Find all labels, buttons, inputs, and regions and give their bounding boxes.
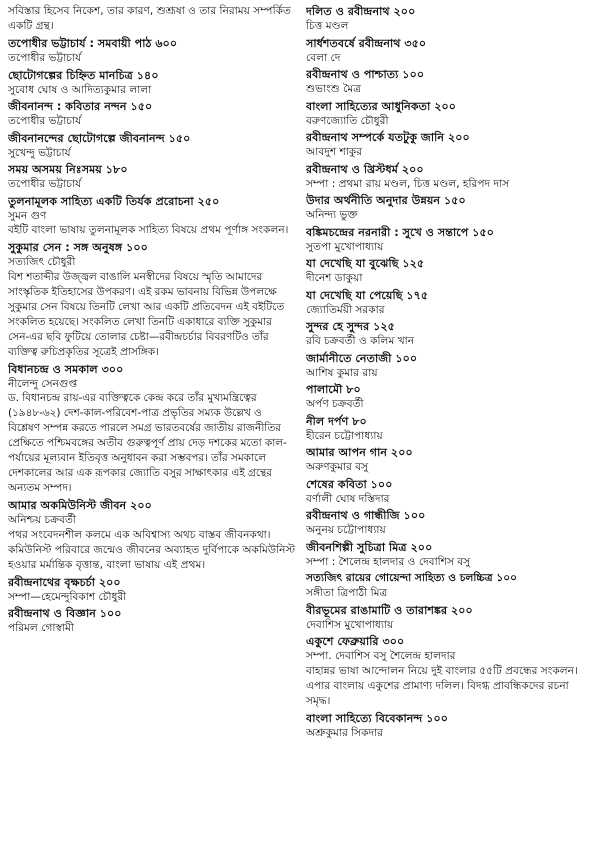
entry-title: রবীন্দ্রনাথ ও বিজ্ঞান ১০০ [8,607,122,620]
entry-title: শেষের কবিতা ১০০ [306,477,393,491]
catalog-entry [306,319,585,349]
entry-description: বিশ শতাব্দীর উজ্জ্বল বাঙালি মনস্বীদের বিষয়ে স্মৃতি আমাদের সাংস্কৃতিক ইতিহাসের উপকরণ। এই রকম ভাবনায় বিভিন্ন উপলক্ষে সুকুমার সেন বিষয়ে তিনটি লেখা আর একটি প্রতিবেদন এই বইটিতে সংকলিত হয়েছে। সংকলিত লেখা তিনটি একাধারে ব্যক্তি সুকুমার সেন-এর ছবি ফুটিয়ে তোলার চেষ্টা—রবীন্দ্রচর্চার বিবরণটিও তাঁর ব্যক্তিত্ব রুচিপ্রকৃতির সূত্রেই প্রাসঙ্গিক। [8,270,285,358]
entry-author: সুমন গুণ [8,209,47,222]
entry-description: পথর সংবেদনশীল কলমে এক অবিশ্বাস্য অথচ বাস্তব জীবনকথা। কমিউনিস্ট পরিবারে জন্মেও জীবনের অব্যাহত দুর্বিপাকে অকমিউনিস্ট হওয়ার মর্মান্তিক বৃত্তান্ত, বাংলা ভাষায় এই প্রথম। [8,528,296,571]
entry-author: আবদুশ শাকুর [306,146,363,158]
entry-title: রবীন্দ্রনাথ ও গান্ধীজি ১০০ [306,509,426,522]
entry-description: বইটি বাংলা ভাষায় তুলনামূলক সাহিত্য বিষয়ে প্রথম পূর্ণাঙ্গ সংকলন। [8,224,289,236]
catalog-entry [306,508,585,538]
catalog-entry [306,36,585,66]
catalog-entry [8,575,296,605]
entry-author: সম্পা : শৈলেন্দ্র হালদার ও দেবাশিস বসু [306,555,471,568]
catalog-entry [306,540,585,570]
catalog-entry [306,193,585,223]
catalog-right-column [306,4,585,865]
catalog-entry [306,130,585,160]
entry-title: রবীন্দ্রনাথ ও খ্রিস্টধর্ম ২০০ [306,162,424,176]
entry-author: সুবোধ ঘোষ ও আদিত্যকুমার লালা [8,83,152,96]
catalog-entry [306,571,585,601]
entry-title: তুলনামূলক সাহিত্য একটি তির্যক প্ররোচনা ২৫০ [8,194,220,208]
entry-author: সম্পা. দেবাশিস বসু শৈলেন্দ্র হালদার [306,650,456,662]
entry-author: পরিমল গোস্বামী [8,622,74,634]
entry-title: সার্ধশতবর্ষে রবীন্দ্রনাথ ৩৫০ [306,36,427,50]
catalog-entry [8,498,296,573]
entry-title: নীল দর্পণ ৮০ [306,414,367,428]
entry-title: তপোধীর ভট্টাচার্য : সমবায়ী পাঠ ৬০০ [8,37,178,50]
entry-author: জ্যোতির্ময়ী সরকার [306,303,385,316]
catalog-entry [8,606,296,636]
catalog-entry [8,99,296,129]
catalog-entry [8,162,296,192]
entry-title: রবীন্দ্রনাথ ও পাশ্চাত্য ১০০ [306,68,425,81]
entry-description: ড. বিধানচন্দ্র রায়-এর ব্যক্তিত্বকে কেন্দ্র করে তাঁর মুখ্যমন্ত্রিত্বের (১৯৪৮-৬২) দেশ-কাল-পরিবেশ-পাত্র প্রভৃতির সম্যক উল্লেখ ও বিশ্লেষণ সম্পন্ন করতে পারলে সমগ্র ভারতবর্ষের জাতীয় রাজনীতির প্রেক্ষিতে পশ্চিমবঙ্গের অতীব গুরুত্বপূর্ণ প্রায় দেড় দশকের মতো কাল-পর্যায়ের মূল্যবান ইতিবৃত্ত অনুধাবন করা সম্ভবপর। তাঁর সমকালে দেশকালের আর এক রূপকার জ্যোতি বসুর সাক্ষাৎকার এই গ্রন্থের অন্যতম সম্পদ। [8,392,287,494]
entry-description: বাহান্নর ভাষা আন্দোলন নিয়ে দুই বাংলার ৫৫টি প্রবন্ধের সংকলন। এপার বাংলায় একুশের প্রামাণ্য দলিল। বিদগ্ধ প্রাবন্ধিকদের রচনা সমৃদ্ধ। [306,664,578,707]
entry-author: বেলা দে [306,51,341,64]
catalog-entry [306,4,585,34]
entry-description: সবিস্তার হিসেব নিকেশ, তার কারণ, শুশ্রূষা ও তার নিরাময় সম্পর্কিত একটি গ্রন্থ। [8,5,291,32]
catalog-entry [8,131,296,161]
entry-author: সত্যজিৎ চৌধুরী [8,256,76,268]
entry-title: জীবনশিল্পী সুচিত্রা মিত্র ২০০ [306,540,433,554]
catalog-entry [306,711,585,741]
catalog-entry [306,256,585,286]
entry-author: অরুণকুমার বসু [306,461,369,473]
entry-author: তপোধীর ভট্টাচার্য [8,178,82,190]
entry-title: পালামৌ ৮০ [306,383,361,396]
entry-title: জীবনানন্দ : কবিতার নন্দন ১৫০ [8,100,153,113]
catalog-entry [8,362,296,497]
catalog-entry [8,68,296,98]
entry-title: যা দেখেছি যা পেয়েছি ১৭৫ [306,288,429,302]
catalog-entry [306,225,585,255]
catalog-entry [8,36,296,66]
catalog-entry [306,288,585,318]
catalog-entry [306,162,585,192]
entry-title: বঙ্কিমচন্দ্রের নরনারী : সুখে ও সন্তাপে ১৫০ [306,225,495,239]
entry-author: আশিষ কুমার রায় [306,366,378,379]
catalog-entry [306,603,585,633]
entry-author: সুখেন্দু ভট্টাচার্য [8,146,71,159]
catalog-left-column [8,4,296,865]
entry-author: সম্পা : প্রথমা রায় মণ্ডল, চিত্ত মণ্ডল, হরিপদ দাস [306,177,510,190]
entry-title: যা দেখেছি যা বুঝেছি ১২৫ [306,257,425,270]
entry-title: জীবনানন্দের ছোটোগল্পে জীবনানন্দ ১৫০ [8,131,191,145]
catalog-entry [306,382,585,412]
entry-author: অনিশ্চয় চক্রবর্তী [8,514,76,526]
catalog-entry [8,4,296,34]
entry-title: সুন্দর হে সুন্দর ১২৫ [306,320,395,333]
entry-title: দলিত ও রবীন্দ্রনাথ ২০০ [306,5,416,18]
entry-title: বাংলা সাহিত্যের আধুনিকতা ২০০ [306,99,457,113]
entry-author: অর্পণ চক্রবর্তী [306,398,364,410]
entry-title: বীরভূমের রাঙামাটি ও তারাশঙ্কর ২০০ [306,603,473,617]
entry-title: আমার আপন গান ২০০ [306,446,413,459]
entry-title: একুশে ফেব্রুয়ারি ৩০০ [306,635,405,648]
catalog-entry [306,351,585,381]
entry-author: অশ্রুকুমার সিকদার [306,726,384,739]
entry-author: সুতপা মুখোপাধ্যায় [306,240,384,253]
entry-author: চিত্ত মণ্ডল [306,20,349,32]
entry-author: দীনেশ ডাকুয়া [306,272,363,284]
entry-author: রবি চক্রবর্তী ও কলিম খান [306,335,415,347]
entry-author: তপোধীর ভট্টাচার্য [8,52,82,64]
entry-title: রবীন্দ্রনাথ সম্পর্কে যতটুকু জানি ২০০ [306,131,470,144]
entry-author: অনিন্দ্য ভুক্ত [306,209,358,221]
catalog-entry [8,240,296,360]
catalog-entry [306,99,585,129]
entry-author: সঙ্গীতা ত্রিপাঠী মিত্র [306,587,388,599]
entry-title: সত্যজিৎ রায়ের গোয়েন্দা সাহিত্য ও চলচ্চিত্র ১০০ [306,572,517,584]
entry-author: সম্পা—হেমেন্দুবিকাশ চৌধুরী [8,590,127,603]
entry-title: সুকুমার সেন : সঙ্গ অনুষঙ্গ ১০০ [8,241,148,254]
catalog-entry [306,445,585,475]
entry-title: রবীন্দ্রনাথের বৃক্ষচর্চা ২০০ [8,575,121,589]
entry-title: বিধানচন্দ্র ও সমকাল ৩০০ [8,362,124,376]
entry-title: জার্মানীতে নেতাজী ১০০ [306,351,418,365]
entry-author: অনুনয় চট্টোপাধ্যায় [306,524,386,536]
entry-title: আমার অকমিউনিস্ট জীবন ২০০ [8,499,152,512]
catalog-entry [306,477,585,507]
catalog-entry [306,67,585,97]
entry-title: সময় অসময় নিঃসময় ১৮০ [8,163,128,176]
entry-author: দেবাশিস মুখোপাধ্যায় [306,618,394,631]
entry-author: শুভাংশু মৈত্র [306,83,362,95]
entry-title: উদার অর্থনীতি অনুদার উন্নয়ন ১৫০ [306,194,466,207]
entry-author: হীরেন চট্টোপাধ্যায় [306,429,383,442]
catalog-entry [8,194,296,239]
catalog-entry [306,414,585,444]
entry-title: বাংলা সাহিত্যে বিবেকানন্দ ১০০ [306,711,449,725]
entry-author: বর্ণালী ঘোষ দস্তিদার [306,492,390,505]
entry-title: ছোটোগল্পের চিহ্নিত মানচিত্র ১৪০ [8,68,159,82]
entry-author: তপোধীর ভট্টাচার্য [8,115,82,127]
entry-author: বরুণজ্যোতি চৌধুরী [306,114,389,127]
catalog-entry [306,634,585,709]
entry-author: নীলেন্দু সেনগুপ্ত [8,377,78,390]
